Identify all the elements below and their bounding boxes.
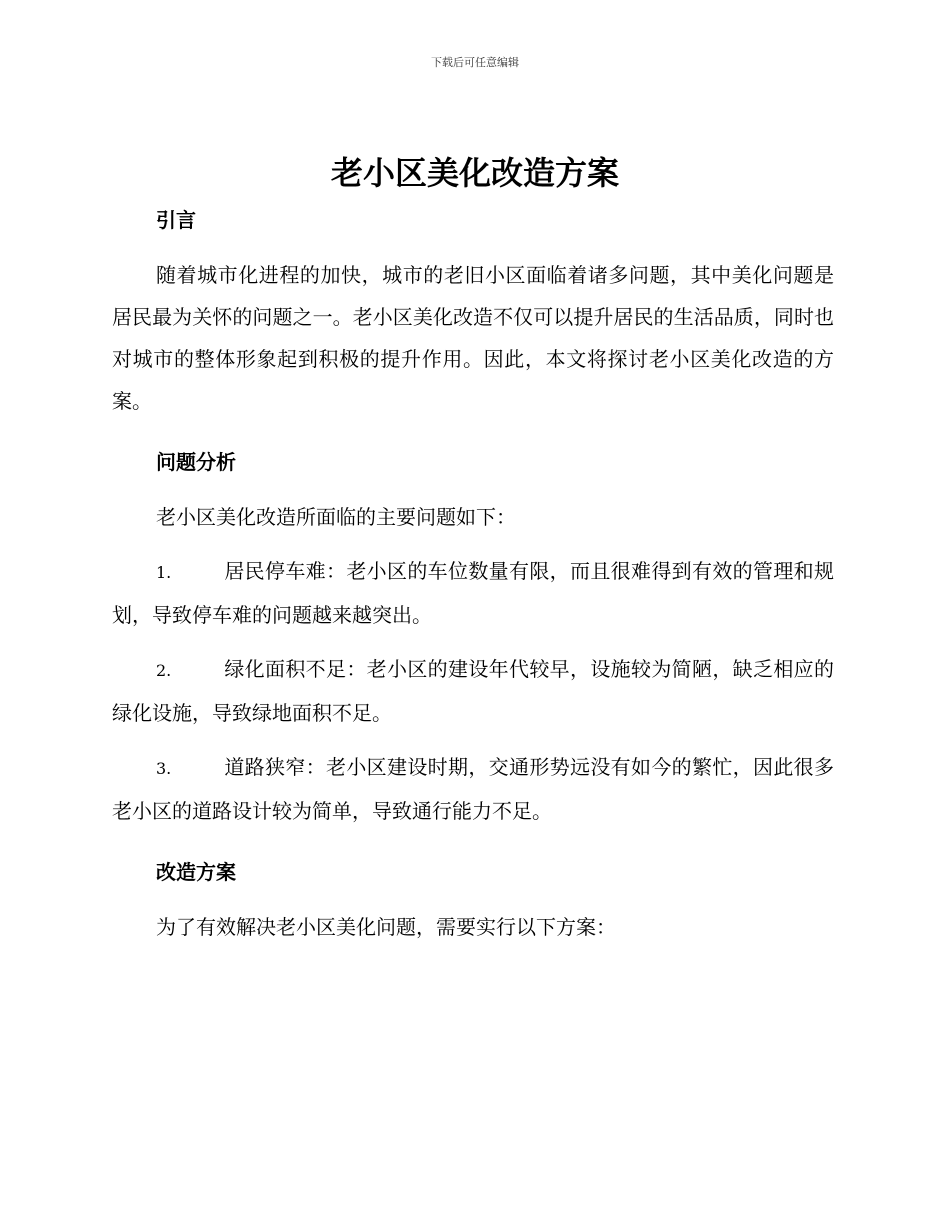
spacer	[112, 894, 834, 906]
spacer	[112, 484, 834, 496]
spacer	[112, 832, 834, 850]
analysis-lead: 老小区美化改造所面临的主要问题如下：	[156, 505, 516, 529]
spacer	[112, 538, 834, 550]
list-item	[112, 746, 834, 832]
spacer	[112, 242, 834, 254]
spacer	[112, 734, 834, 746]
list-item	[112, 648, 834, 734]
section-heading-intro: 引言	[156, 208, 196, 232]
list-item	[112, 550, 834, 636]
section-heading-plan: 改造方案	[156, 860, 236, 884]
list-item-text: 道路狭窄：老小区建设时期，交通形势远没有如今的繁忙，因此很多老小区的道路设计较为简单，导致通行能力不足。	[112, 755, 834, 823]
list-item-text: 居民停车难：老小区的车位数量有限，而且很难得到有效的管理和规划，导致停车难的问题越来越突出。	[112, 559, 834, 627]
document-title: 老小区美化改造方案	[330, 154, 619, 192]
page-header-note: 下载后可任意编辑	[431, 56, 519, 69]
section-heading-analysis: 问题分析	[156, 450, 236, 474]
list-item-number: 3.	[156, 759, 172, 778]
spacer	[112, 422, 834, 440]
list-item-number: 1.	[156, 563, 172, 582]
plan-lead: 为了有效解决老小区美化问题，需要实行以下方案：	[156, 915, 616, 939]
list-item-text: 绿化面积不足：老小区的建设年代较早，设施较为简陋，缺乏相应的绿化设施，导致绿地面积不足。	[112, 657, 834, 725]
spacer	[112, 636, 834, 648]
document-body	[112, 198, 834, 948]
intro-paragraph: 随着城市化进程的加快，城市的老旧小区面临着诸多问题，其中美化问题是居民最为关怀的问题之一。老小区美化改造不仅可以提升居民的生活品质，同时也对城市的整体形象起到积极的提升作用。因此，本文将探讨老小区美化改造的方案。	[112, 263, 834, 413]
list-item-number: 2.	[156, 661, 172, 680]
